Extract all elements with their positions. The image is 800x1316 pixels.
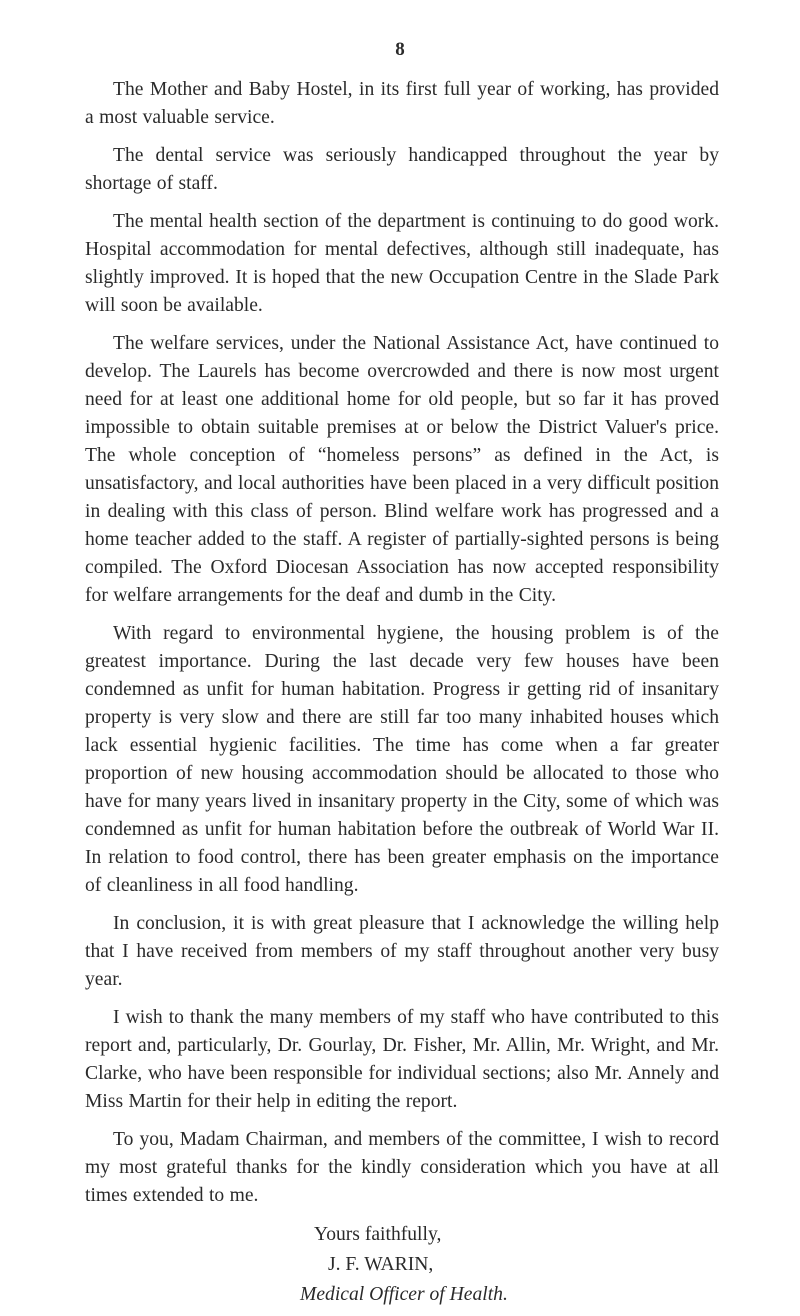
paragraph-dental: The dental service was seriously handicapped throughout the year by shortage of staff. [85, 145, 719, 194]
paragraph-mental-health: The mental health section of the department is continuing to do good work. Hospital accommodation for mental defectives, although still inadequate, has slightly improved. It is hoped that the new Occupation Centre in the Slade Park will soon be available. [85, 211, 719, 316]
signatory-name: J. F. WARIN, [328, 1254, 434, 1275]
page-number: 8 [395, 39, 405, 60]
paragraph-thanks-staff: I wish to thank the many members of my staff who have contributed to this report and, particularly, Dr. Gourlay, Dr. Fisher, Mr. Allin, Mr. Wright, and Mr. Clarke, who have been responsible for individual sections; also Mr. Annely and Miss Martin for their help in editing the report. [85, 1007, 719, 1112]
paragraph-environmental-hygiene: With regard to environmental hygiene, the housing problem is of the greatest importance. During the last decade very few houses have been condemned as unfit for human habitation. Progress ir getting rid of insanitary property is very slow and there are still far too many inhabited houses which lack essential hygienic facilities. The time has come when a far greater proportion of new housing accommodation should be allocated to those who have for many years lived in insanitary property in the City, some of which was condemned as unfit for human habitation before the outbreak of World War II. In relation to food control, there has been greater emphasis on the importance of cleanliness in all food handling. [85, 623, 719, 896]
letter-body [85, 76, 719, 1310]
paragraph-thanks-committee: To you, Madam Chairman, and members of the committee, I wish to record my most grateful thanks for the kindly consideration which you have at all times extended to me. [85, 1129, 719, 1206]
paragraph-hostel: The Mother and Baby Hostel, in its first full year of working, has provided a most valuable service. [85, 79, 719, 128]
paragraph-conclusion: In conclusion, it is with great pleasure that I acknowledge the willing help that I have received from members of my staff throughout another very busy year. [85, 913, 719, 990]
signatory-title: Medical Officer of Health. [300, 1284, 508, 1305]
signature-block [85, 1220, 719, 1310]
closing-salutation: Yours faithfully, [314, 1224, 442, 1245]
paragraph-welfare: The welfare services, under the National Assistance Act, have continued to develop. The Laurels has become overcrowded and there is now most urgent need for at least one additional home for old people, but so far it has proved impossible to obtain suitable premises at or below the District Valuer's price. The whole conception of “homeless persons” as defined in the Act, is unsatisfactory, and local authorities have been placed in a very difficult position in dealing with this class of person. Blind welfare work has progressed and a home teacher added to the staff. A register of partially-sighted persons is being compiled. The Oxford Diocesan Association has now accepted responsibility for welfare arrangements for the deaf and dumb in the City. [85, 333, 719, 606]
